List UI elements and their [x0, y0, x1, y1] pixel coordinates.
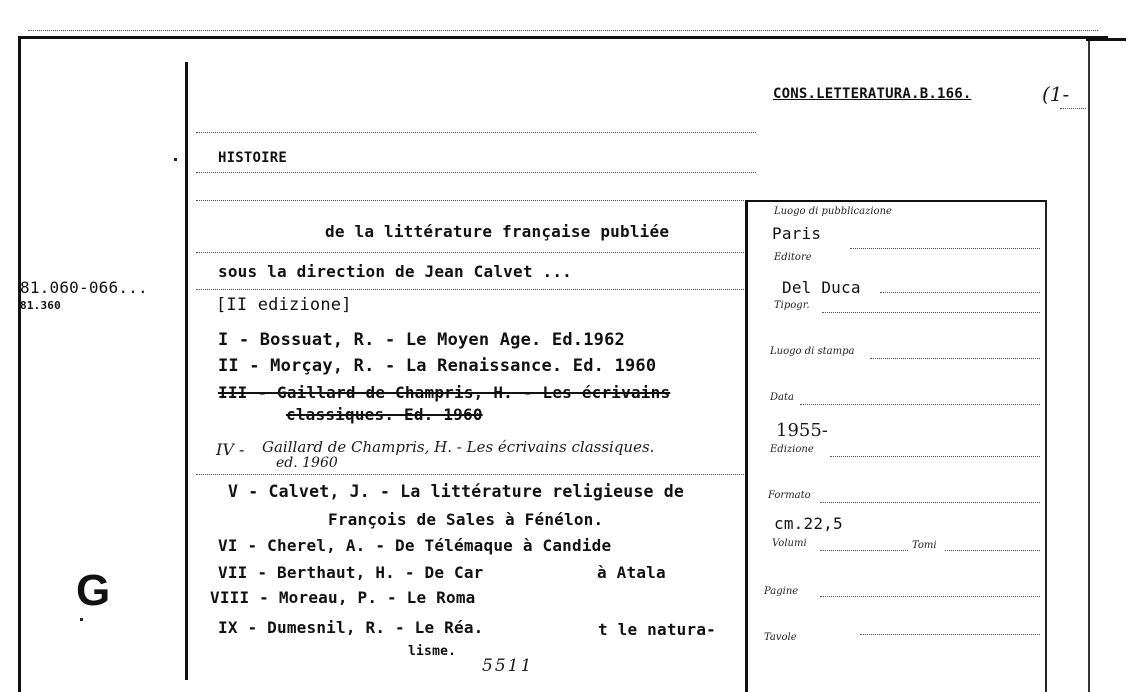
volume-4-prefix: IV - — [216, 440, 245, 459]
luogo-stampa-rule — [870, 358, 1040, 359]
card-top-dotted — [28, 30, 1098, 31]
volume-1: I - Bossuat, R. - Le Moyen Age. Ed.1962 — [218, 330, 625, 350]
volume-4-handwritten: Gaillard de Champris, H. - Les écrivains classiques. — [262, 438, 655, 456]
subtitle-line-2: sous la direction de Jean Calvet ... — [218, 262, 572, 281]
rule-vol4 — [196, 474, 744, 475]
shelfmark: CONS.LETTERATURA.B.166. — [773, 86, 972, 102]
left-shelf-number: 81.060-066... — [20, 278, 148, 297]
edition-note: [II edizione] — [216, 295, 352, 315]
editore-label: Editore — [774, 252, 812, 263]
rule-title — [196, 172, 756, 173]
rule-4 — [196, 289, 744, 290]
tipogr-label: Tipogr. — [774, 300, 810, 311]
subtitle-line-1: de la littérature française publiée — [325, 222, 670, 241]
margin-dot-2 — [80, 618, 83, 621]
rule-2 — [196, 200, 744, 201]
data-label: Data — [770, 392, 794, 403]
volume-3-line-1: III - Gaillard de Champris, H. - Les écrivains — [218, 383, 671, 402]
luogo-value: Paris — [772, 224, 822, 243]
volume-5-line-2: François de Sales à Fénélon. — [328, 510, 604, 529]
shelfmark-handwritten: (1- — [1042, 82, 1070, 106]
volume-9-line-2: lisme. — [408, 644, 457, 659]
tavole-label: Tavole — [764, 632, 797, 643]
title: HISTOIRE — [218, 150, 288, 166]
fields-box-left-rule — [745, 200, 748, 692]
tomi-label: Tomi — [912, 540, 937, 551]
volume-6: VI - Cherel, A. - De Télémaque à Candide — [218, 536, 612, 555]
card-right-edge — [1088, 40, 1090, 692]
pagine-label: Pagine — [764, 586, 799, 597]
volume-4-handwritten-2: ed. 1960 — [276, 455, 338, 471]
rule-above-title — [196, 132, 756, 133]
left-margin-rule — [185, 62, 188, 680]
volume-7-tail: à Atala — [597, 563, 666, 582]
data-value: 1955- — [776, 420, 828, 441]
editore-rule — [880, 292, 1040, 293]
card-corner — [1086, 38, 1126, 41]
pagine-rule — [820, 596, 1040, 597]
volumi-rule — [820, 550, 908, 551]
tipogr-rule — [822, 312, 1040, 313]
formato-value: cm.22,5 — [774, 514, 843, 533]
volume-2: II - Morçay, R. - La Renaissance. Ed. 1960 — [218, 356, 657, 376]
edizione-rule — [830, 456, 1040, 457]
fields-box-right-rule — [1045, 200, 1047, 692]
tavole-rule — [860, 634, 1040, 635]
formato-rule — [820, 502, 1040, 503]
volume-8: VIII - Moreau, P. - Le Roma — [210, 588, 476, 607]
luogo-label: Luogo di pubblicazione — [774, 206, 892, 217]
volume-7: VII - Berthaut, H. - De Car — [218, 563, 484, 582]
luogo-stampa-label: Luogo di stampa — [770, 346, 855, 357]
bottom-number: 5511 — [482, 656, 534, 676]
volume-5-line-1: V - Calvet, J. - La littérature religieuse de — [228, 482, 685, 501]
shelfmark-dotted — [1060, 108, 1086, 109]
editore-value: Del Duca — [782, 278, 861, 297]
volume-9-tail: t le natura- — [598, 620, 716, 639]
luogo-rule — [850, 248, 1040, 249]
left-shelf-number-2: 81.360 — [20, 299, 61, 312]
volume-3-line-2: classiques. Ed. 1960 — [286, 405, 483, 424]
rule-3 — [196, 252, 744, 253]
fields-box-top-rule — [745, 200, 1047, 202]
formato-label: Formato — [768, 490, 811, 501]
tomi-rule — [945, 550, 1040, 551]
data-rule — [800, 404, 1040, 405]
card-left-edge — [18, 36, 21, 692]
card-top-edge — [18, 36, 1108, 39]
big-letter: G — [76, 566, 111, 615]
volumi-label: Volumi — [772, 538, 807, 549]
volume-9: IX - Dumesnil, R. - Le Réa. — [218, 618, 484, 637]
margin-dot — [174, 158, 177, 161]
edizione-label: Edizione — [770, 444, 814, 455]
